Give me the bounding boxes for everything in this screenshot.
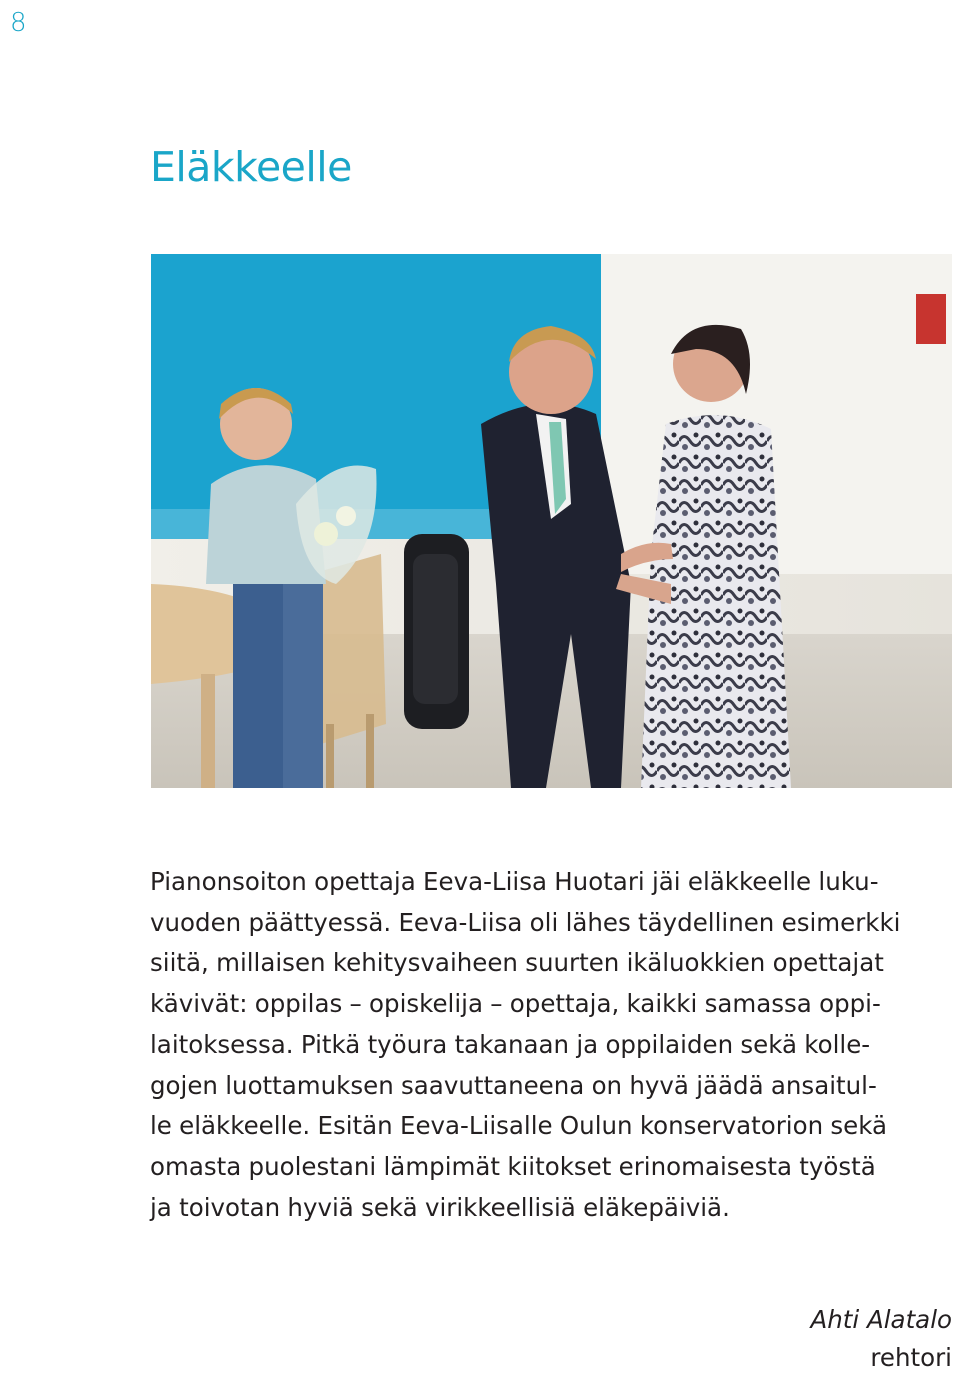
article-line: Pianonsoiton opettaja Eeva-Liisa Huotari jäi eläkkeelle luku- [150,867,879,896]
article-line: siitä, millaisen kehitysvaiheen suurten ikäluokkien opettajat [150,948,884,978]
article-line: omasta puolestani lämpimät kiitokset erinomaisesta työstä [150,1151,876,1181]
retirement-photo [151,254,952,788]
article-line: le eläkkeelle. Esitän Eeva-Liisalle Oulun konservatorion sekä [150,1111,887,1141]
signature [811,1301,953,1377]
article-line: kävivät: oppilas – opiskelija – opettaja, kaikki samassa oppi- [150,989,881,1019]
article-line: gojen luottamuksen saavuttaneena on hyvä jäädä ansaitul- [150,1070,877,1100]
article-body [150,862,955,1228]
article-line: laitoksessa. Pitkä työura takanaan ja oppilaiden sekä kolle- [150,1029,871,1059]
page-number: 8 [10,8,27,38]
article-line: vuoden päättyessä. Eeva-Liisa oli lähes täydellinen esimerkki [150,907,901,937]
signature-name: Ahti Alatalo [810,1305,952,1334]
page-title: Eläkkeelle [150,143,352,191]
article-line: ja toivotan hyviä sekä virikkeellisiä eläkepäiviä. [150,1192,730,1222]
signature-role: rehtori [870,1343,952,1372]
